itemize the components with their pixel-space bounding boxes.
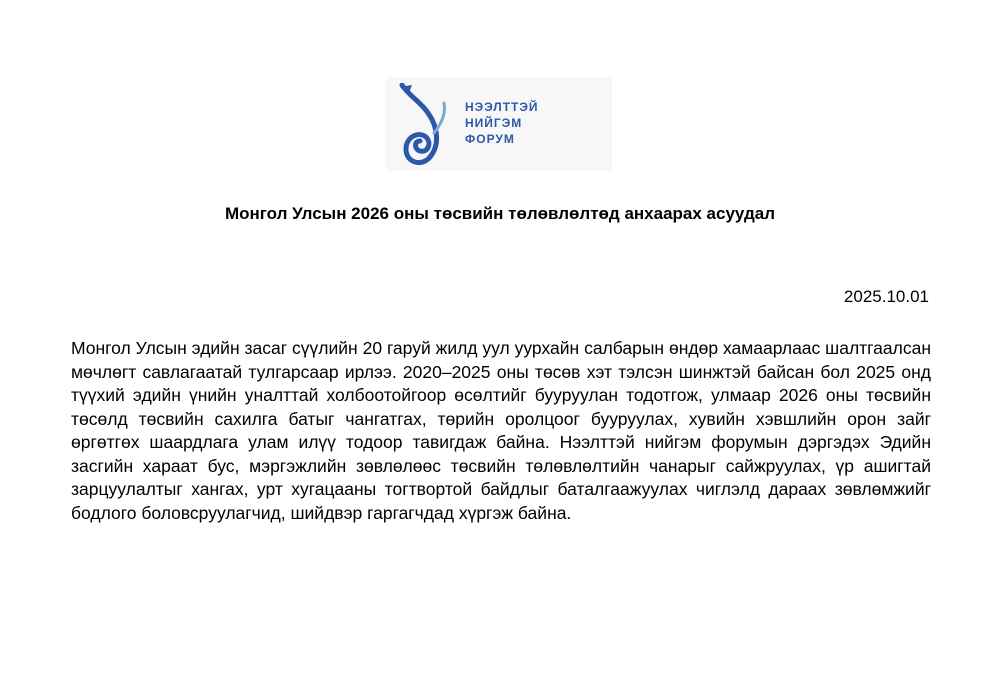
logo-line-2: НИЙГЭМ — [465, 116, 523, 130]
document-date: 2025.10.01 — [843, 287, 929, 306]
forum-logo-wordmark — [465, 99, 539, 147]
forum-logo — [386, 77, 612, 171]
forum-spiral-logo-icon — [398, 83, 450, 167]
document-title: Монгол Улсын 2026 оны төсвийн төлөвлөлтөд анхаарах асуудал — [224, 204, 775, 223]
logo-line-1: НЭЭЛТТЭЙ — [465, 100, 539, 114]
document-body-paragraph: Монгол Улсын эдийн засаг сүүлийн 20 гаруй жилд уул уурхайн салбарын өндөр хамаарлаас шалтгаалсан мөчлөгт савлагаатай тулгарсаар ирлээ. 2020–2025 оны төсөв хэт тэлсэн шинжтэй байсан бол 2025 онд түүхий эдийн үнийн уналттай холбоотойгоор өсөлтийг бууруулан тодотгож, улмаар 2026 оны төсвийн төсөлд төсвийн сахилга батыг чангатгах, төрийн оролцоог бууруулах, хувийн хэвшлийн орон зайг өргөтгөх шаардлага улам илүү тодоор тавигдаж байна. Нээлттэй нийгэм форумын дэргэдэх Эдийн засгийн хараат бус, мэргэжлийн зөвлөлөөс төсвийн төлөвлөлтийн чанарыг сайжруулах, үр ашигтай зарцуулалтыг хангах, урт хугацааны тогтвортой байдлыг баталгаажуулах чиглэлд дараах зөвлөмжийг бодлого боловсруулагчид, шийдвэр гаргагчдад хүргэж байна. — [71, 338, 931, 523]
logo-line-3: ФОРУМ — [465, 132, 515, 146]
